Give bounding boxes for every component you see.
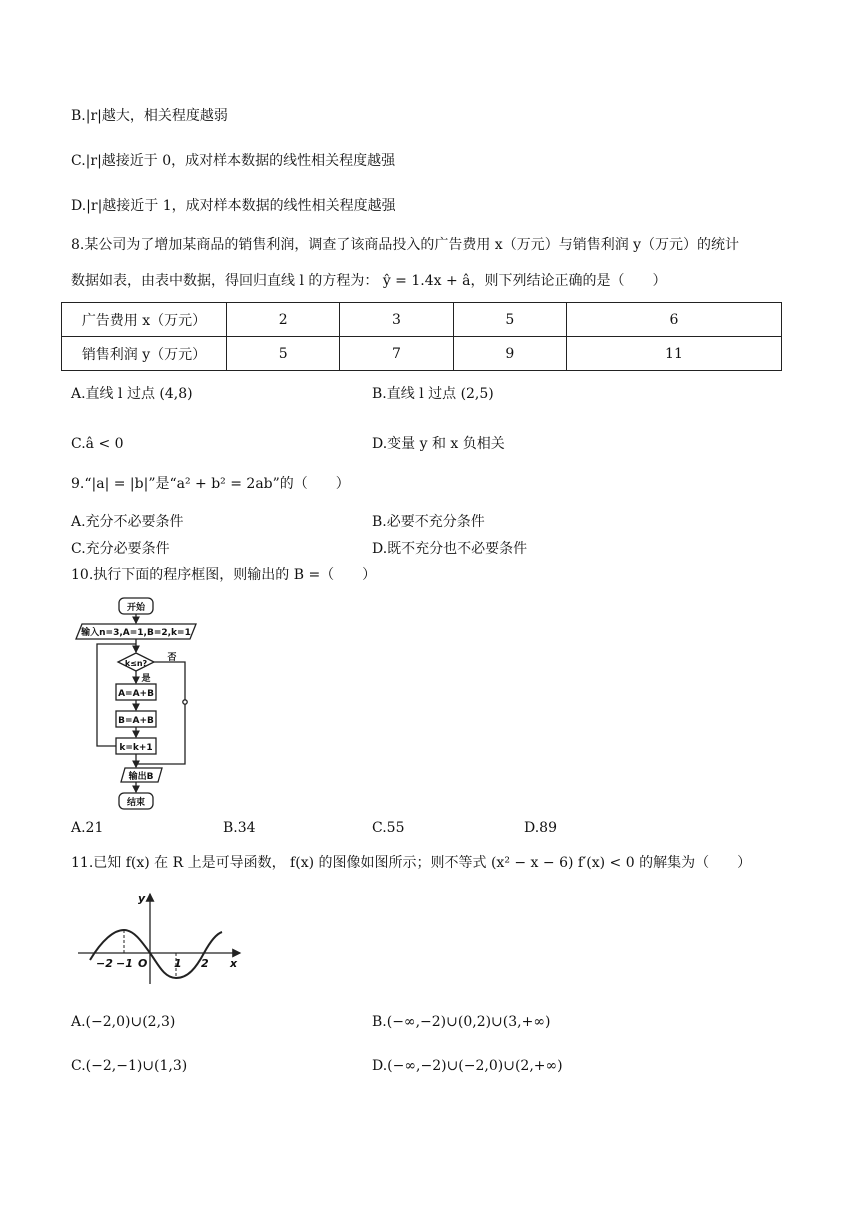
table-row — [62, 337, 782, 371]
q10-option-d: D.89 — [524, 820, 557, 836]
table-cell: 2 — [227, 303, 340, 337]
tick-label: 2 — [201, 957, 209, 970]
table-cell: 5 — [227, 337, 340, 371]
q8-option-d: D.变量 y 和 x 负相关 — [372, 436, 505, 452]
q8-option-a: A.直线 l 过点 (4,8) — [71, 386, 193, 402]
q9-option-b: B.必要不充分条件 — [372, 514, 485, 530]
table-row-header: 销售利润 y（万元） — [62, 337, 227, 371]
q9-option-d: D.既不充分也不必要条件 — [372, 541, 528, 557]
flowchart-start-label: 开始 — [126, 603, 146, 613]
flowchart-step3-label: k=k+1 — [119, 743, 153, 753]
flowchart-step2-label: B=A+B — [118, 716, 154, 726]
y-axis-label: y — [138, 892, 146, 905]
q10-option-b: B.34 — [223, 820, 256, 836]
q10-stem: 10.执行下面的程序框图，则输出的 B =（ ） — [71, 567, 377, 583]
x-axis-label: x — [230, 957, 238, 970]
tick-label: −2 — [96, 957, 113, 970]
q8-option-c: C.â < 0 — [71, 436, 124, 452]
table-cell: 3 — [340, 303, 453, 337]
tick-label: 1 — [174, 957, 182, 970]
table-cell: 7 — [340, 337, 453, 371]
q7-option-c: C.|r|越接近于 0，成对样本数据的线性相关程度越强 — [71, 153, 396, 169]
origin-label: O — [138, 957, 148, 970]
q8-option-b: B.直线 l 过点 (2,5) — [372, 386, 494, 402]
q9-stem: 9.“|a| = |b|”是“a² + b² = 2ab”的（ ） — [71, 476, 350, 492]
q11-option-c: C.(−2,−1)∪(1,3) — [71, 1058, 188, 1074]
flowchart-input-label: 输入n=3,A=1,B=2,k=1 — [81, 628, 191, 638]
q7-option-d: D.|r|越接近于 1，成对样本数据的线性相关程度越强 — [71, 198, 396, 214]
flowchart-no-label: 否 — [167, 653, 177, 663]
table-cell: 5 — [453, 303, 566, 337]
q10-option-c: C.55 — [372, 820, 405, 836]
q8-data-table — [61, 302, 782, 371]
flowchart-condition-label: k≤n? — [124, 659, 148, 668]
q7-option-b: B.|r|越大，相关程度越弱 — [71, 108, 228, 124]
q11-option-a: A.(−2,0)∪(2,3) — [71, 1014, 176, 1030]
q11-function-graph — [72, 888, 247, 988]
table-cell: 11 — [566, 337, 781, 371]
table-cell: 6 — [566, 303, 781, 337]
table-row-header: 广告费用 x（万元） — [62, 303, 227, 337]
flowchart-yes-label: 是 — [141, 674, 151, 684]
q11-stem: 11.已知 f(x) 在 R 上是可导函数， f(x) 的图像如图所示；则不等式 (x² − x − 6) f′(x) < 0 的解集为（ ） — [71, 855, 752, 871]
q11-option-b: B.(−∞,−2)∪(0,2)∪(3,+∞) — [372, 1014, 551, 1030]
q8-stem-line1: 8.某公司为了增加某商品的销售利润，调查了该商品投入的广告费用 x（万元）与销售利润 y（万元）的统计 — [71, 237, 740, 253]
q8-stem-line2: 数据如表，由表中数据，得回归直线 l 的方程为： ŷ = 1.4x + â，则下列结论正确的是（ ） — [71, 273, 667, 289]
q9-option-a: A.充分不必要条件 — [71, 514, 184, 530]
tick-label: −1 — [116, 957, 133, 970]
flowchart-output-label: 输出B — [128, 772, 154, 782]
q10-option-a: A.21 — [71, 820, 104, 836]
table-row — [62, 303, 782, 337]
flowchart-step1-label: A=A+B — [118, 689, 154, 699]
q10-flowchart — [70, 592, 205, 814]
function-curve — [90, 930, 222, 978]
table-cell: 9 — [453, 337, 566, 371]
q11-option-d: D.(−∞,−2)∪(−2,0)∪(2,+∞) — [372, 1058, 563, 1074]
flowchart-end-label: 结束 — [126, 798, 146, 808]
q9-option-c: C.充分必要条件 — [71, 541, 170, 557]
